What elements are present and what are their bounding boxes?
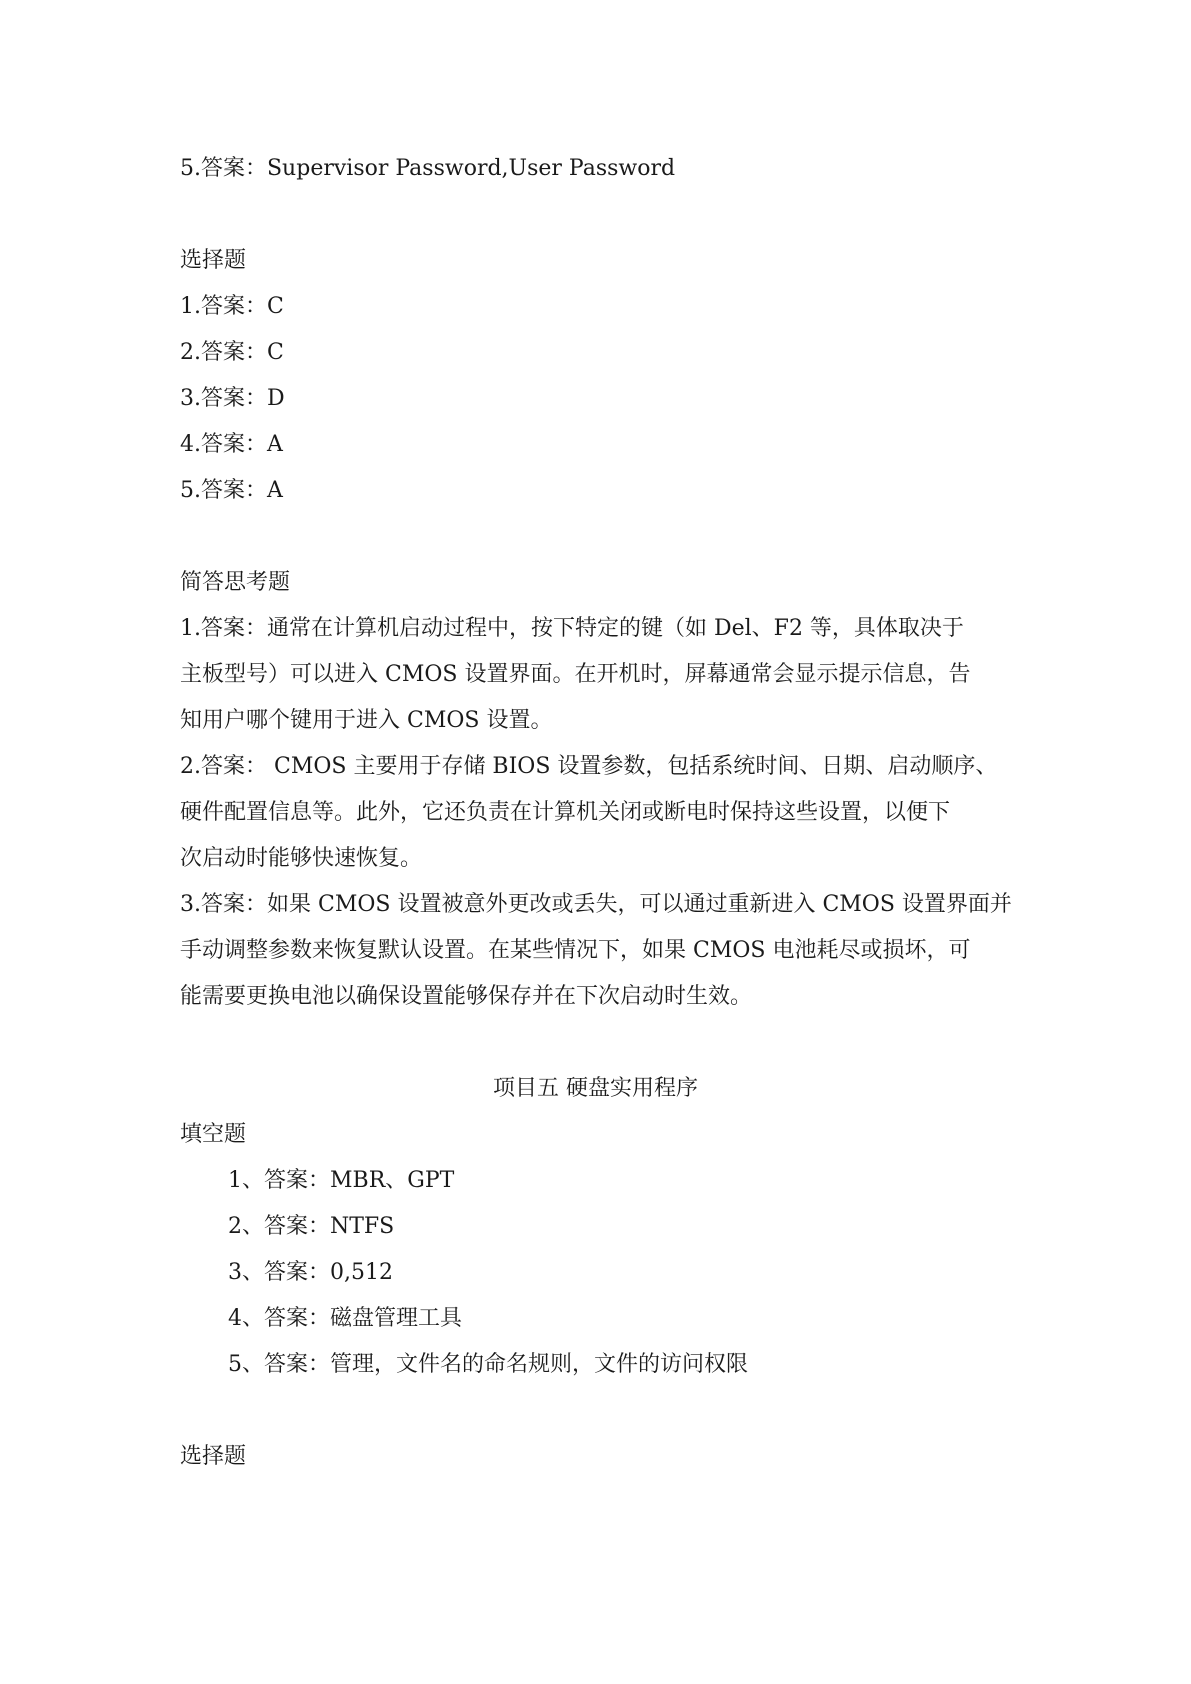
choice-answer-2: 2.答案：C — [180, 340, 284, 365]
choice-answer-4: 4.答案：A — [180, 432, 283, 457]
fill-answer-2: 2、答案：NTFS — [228, 1214, 395, 1239]
short-answer-line: 硬件配置信息等。此外，它还负责在计算机关闭或断电时保持这些设置，以便下 — [180, 800, 951, 825]
fill-answer-5: 5、答案：管理，文件名的命名规则，文件的访问权限 — [228, 1352, 748, 1377]
short-answer-line: 2.答案： CMOS 主要用于存储 BIOS 设置参数，包括系统时间、日期、启动顺序、 — [180, 754, 998, 779]
short-answer-line: 知用户哪个键用于进入 CMOS 设置。 — [180, 708, 553, 733]
short-answer-line: 能需要更换电池以确保设置能够保存并在下次启动时生效。 — [180, 984, 753, 1009]
fill-answer-1: 1、答案：MBR、GPT — [228, 1168, 455, 1193]
short-answer-line: 1.答案：通常在计算机启动过程中，按下特定的键（如 Del、F2 等，具体取决于 — [180, 616, 964, 641]
fill-heading: 填空题 — [180, 1122, 247, 1147]
short-answer-line: 3.答案：如果 CMOS 设置被意外更改或丢失，可以通过重新进入 CMOS 设置界面并 — [180, 892, 1012, 917]
fill-answer-5: 5.答案：Supervisor Password,User Password — [180, 156, 676, 181]
choice-answer-5: 5.答案：A — [180, 478, 283, 503]
short-answer-heading: 简答思考题 — [180, 570, 291, 595]
short-answer-line: 主板型号）可以进入 CMOS 设置界面。在开机时，屏幕通常会显示提示信息，告 — [180, 662, 971, 687]
short-answer-line: 手动调整参数来恢复默认设置。在某些情况下，如果 CMOS 电池耗尽或损坏，可 — [180, 938, 971, 963]
section-title: 项目五 硬盘实用程序 — [493, 1076, 698, 1101]
fill-answer-4: 4、答案：磁盘管理工具 — [228, 1306, 462, 1331]
choice-answer-3: 3.答案：D — [180, 386, 285, 411]
choice-heading: 选择题 — [180, 248, 247, 273]
short-answer-line: 次启动时能够快速恢复。 — [180, 846, 423, 871]
fill-answer-3: 3、答案：0,512 — [228, 1260, 393, 1285]
choice-answer-1: 1.答案：C — [180, 294, 284, 319]
choice-heading-2: 选择题 — [180, 1444, 247, 1469]
